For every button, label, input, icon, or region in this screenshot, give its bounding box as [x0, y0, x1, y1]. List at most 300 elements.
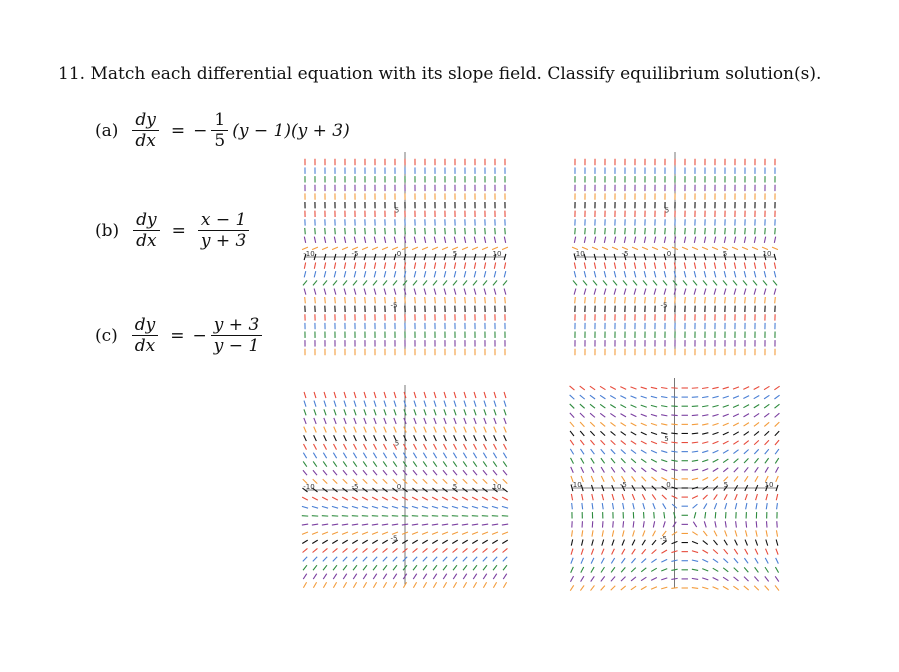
slope-segment — [382, 497, 388, 500]
slope-segment — [333, 557, 337, 562]
slope-segment — [353, 280, 357, 285]
slope-segment — [483, 565, 487, 570]
slope-segment — [353, 574, 357, 579]
rhs-denominator: y − 1 — [213, 336, 260, 356]
slope-segment — [734, 577, 739, 581]
slope-segment — [733, 423, 739, 426]
slope-segment — [574, 237, 575, 243]
slope-segment — [473, 479, 478, 483]
slope-segment — [452, 532, 458, 534]
slope-segment — [455, 297, 456, 303]
slope-segment — [653, 531, 656, 537]
slope-segment — [694, 263, 695, 269]
slope-segment — [611, 558, 614, 563]
slope-segment — [744, 237, 745, 243]
slope-segment — [462, 524, 468, 525]
slope-segment — [611, 458, 615, 463]
rhs-numerator: 1 — [214, 110, 226, 130]
slope-segment — [503, 574, 507, 579]
slope-segment — [702, 559, 708, 562]
slope-segment — [474, 444, 477, 450]
slope-segment — [494, 271, 496, 277]
slope-segment — [434, 418, 436, 424]
slope-segment — [472, 506, 478, 508]
slope-segment — [394, 427, 397, 433]
slope-segment — [342, 497, 348, 500]
slope-segment — [693, 280, 697, 285]
slope-segment — [324, 427, 327, 433]
slope-segment — [671, 451, 677, 452]
slope-segment — [694, 237, 695, 243]
slope-segment — [631, 432, 637, 435]
problem-number: 11. — [58, 64, 86, 84]
slope-segment — [453, 565, 457, 570]
slope-segment — [493, 461, 497, 466]
slope-segment — [663, 280, 667, 285]
slope-segment — [504, 288, 506, 294]
slope-segment — [304, 271, 306, 277]
slope-segment — [414, 392, 416, 398]
slope-segment — [362, 247, 368, 250]
slope-segment — [713, 550, 718, 554]
slope-segment — [444, 237, 445, 243]
slope-segment — [662, 550, 668, 553]
slope-segment — [651, 414, 657, 416]
slope-segment — [373, 557, 377, 562]
slope-segment — [755, 567, 759, 572]
slope-segment — [594, 263, 595, 269]
slope-segment — [342, 532, 348, 534]
slope-segment — [693, 504, 698, 508]
slope-segment — [631, 450, 636, 454]
slope-segment — [473, 582, 476, 588]
slope-segment — [744, 467, 748, 472]
slope-segment — [333, 574, 337, 579]
slope-segment — [434, 392, 436, 398]
slope-segment — [634, 288, 636, 294]
slope-segment — [580, 449, 584, 454]
slope-segment — [302, 506, 308, 508]
slope-segment — [503, 479, 508, 483]
slope-segment — [344, 444, 347, 450]
slope-segment — [594, 288, 596, 294]
slope-segment — [591, 549, 593, 555]
slope-field-svg — [305, 385, 505, 585]
slope-segment — [463, 548, 468, 552]
slope-segment — [744, 432, 749, 436]
slope-segment — [442, 524, 448, 525]
slope-segment — [324, 444, 327, 450]
slope-segment — [661, 477, 667, 480]
slope-segment — [575, 228, 576, 234]
slope-segment — [444, 418, 446, 424]
lhs-numerator: dy — [134, 315, 156, 335]
slope-segment — [714, 263, 715, 269]
slope-segment — [601, 476, 604, 482]
slope-segment — [625, 297, 626, 303]
slope-segment — [422, 497, 428, 500]
slope-segment — [472, 247, 478, 250]
slope-segment — [570, 422, 574, 427]
slope-segment — [610, 386, 616, 389]
slope-segment — [363, 453, 366, 458]
slope-segment — [383, 453, 386, 458]
slope-segment — [775, 297, 776, 303]
slope-segment — [581, 567, 584, 573]
rhs-numerator: x − 1 — [200, 210, 247, 230]
slope-segment — [494, 237, 495, 243]
slope-segment — [612, 549, 615, 555]
slope-segment — [635, 228, 636, 234]
slope-segment — [654, 237, 655, 243]
slope-segment — [714, 531, 717, 537]
slope-segment — [444, 444, 447, 450]
slope-segment — [581, 549, 583, 555]
equals-sign: = — [170, 120, 186, 141]
slope-segment — [303, 548, 308, 552]
slope-segment — [773, 280, 777, 285]
slope-segment — [692, 424, 698, 425]
slope-segment — [570, 395, 575, 399]
slope-segment — [642, 247, 648, 250]
slope-segment — [423, 557, 427, 562]
slope-segment — [392, 524, 398, 525]
tick-label: 0 — [666, 250, 672, 258]
slope-segment — [654, 288, 656, 294]
slope-segment — [452, 524, 458, 525]
slope-segment — [332, 540, 337, 543]
slope-segment — [374, 418, 376, 424]
slope-segment — [492, 524, 498, 525]
slope-segment — [734, 459, 739, 463]
slope-segment — [624, 237, 625, 243]
slope-segment — [590, 413, 595, 417]
slope-segment — [424, 392, 426, 398]
slope-segment — [641, 586, 647, 589]
slope-segment — [602, 530, 603, 536]
slope-segment — [374, 288, 376, 294]
slope-segment — [631, 423, 637, 426]
slope-segment — [314, 409, 316, 415]
slope-segment — [364, 392, 366, 398]
slope-segment — [442, 247, 448, 250]
slope-segment — [493, 565, 497, 570]
slope-segment — [651, 459, 657, 462]
slope-segment — [692, 551, 698, 553]
slope-field-top-left — [305, 152, 505, 352]
slope-segment — [651, 450, 657, 453]
slope-segment — [444, 271, 446, 277]
slope-segment — [304, 435, 307, 441]
slope-segment — [723, 468, 728, 472]
slope-segment — [624, 263, 625, 269]
slope-segment — [323, 280, 327, 285]
slope-segment — [754, 237, 755, 243]
slope-segment — [775, 567, 778, 573]
slope-segment — [765, 440, 769, 445]
slope-segment — [343, 470, 347, 475]
tick-label: -5 — [351, 483, 359, 491]
slope-segment — [484, 409, 486, 415]
slope-segment — [343, 461, 347, 466]
slope-segment — [314, 263, 315, 269]
slope-segment — [462, 497, 468, 500]
slope-segment — [674, 237, 675, 243]
slope-segment — [704, 503, 707, 509]
slope-segment — [724, 540, 727, 545]
slope-segment — [765, 297, 766, 303]
slope-segment — [394, 288, 396, 294]
slope-segment — [651, 477, 656, 481]
slope-segment — [473, 280, 477, 285]
slope-segment — [732, 247, 738, 250]
slope-segment — [725, 503, 727, 509]
slope-segment — [393, 582, 396, 588]
slope-segment — [733, 414, 739, 417]
slope-segment — [602, 494, 604, 500]
slope-segment — [363, 470, 367, 475]
slope-segment — [343, 574, 347, 579]
slope-segment — [364, 271, 366, 277]
slope-segment — [774, 386, 779, 390]
slope-segment — [615, 297, 616, 303]
slope-segment — [600, 386, 605, 389]
slope-segment — [591, 476, 594, 482]
slope-segment — [745, 540, 747, 546]
slope-segment — [302, 497, 308, 500]
slope-segment — [362, 524, 368, 525]
slope-segment — [643, 503, 645, 509]
slope-segment — [590, 404, 595, 408]
slope-segment — [354, 435, 357, 441]
slope-segment — [494, 444, 497, 450]
slope-segment — [372, 532, 378, 534]
slope-segment — [313, 453, 316, 458]
slope-segment — [674, 263, 675, 269]
slope-segment — [571, 458, 574, 464]
tick-label: 10 — [762, 250, 772, 258]
slope-segment — [754, 422, 759, 426]
slope-segment — [635, 297, 636, 303]
slope-segment — [463, 453, 466, 458]
slope-segment — [651, 396, 657, 398]
slope-field-svg — [305, 152, 505, 352]
slope-segment — [743, 414, 749, 417]
slope-segment — [755, 476, 758, 482]
slope-segment — [703, 550, 709, 553]
lhs-denominator: dx — [136, 231, 157, 251]
slope-segment — [364, 409, 366, 415]
slope-segment — [324, 288, 326, 294]
slope-segment — [494, 435, 497, 441]
slope-segment — [601, 467, 604, 472]
slope-segment — [713, 578, 719, 581]
slope-segment — [374, 444, 377, 450]
slope-segment — [692, 588, 698, 589]
slope-segment — [485, 228, 486, 234]
slope-segment — [323, 582, 326, 588]
slope-segment — [364, 237, 365, 243]
slope-segment — [333, 470, 337, 475]
slope-segment — [714, 494, 718, 499]
slope-segment — [442, 540, 447, 543]
slope-segment — [723, 414, 729, 416]
slope-segment — [363, 280, 367, 285]
slope-segment — [580, 585, 584, 590]
slope-segment — [702, 424, 708, 425]
slope-segment — [723, 441, 729, 444]
slope-segment — [493, 453, 496, 458]
slope-segment — [614, 263, 615, 269]
equation-c — [95, 315, 266, 356]
slope-segment — [591, 585, 595, 590]
slope-segment — [454, 392, 456, 398]
slope-segment — [692, 433, 698, 434]
slope-segment — [713, 587, 719, 590]
slope-segment — [734, 468, 738, 473]
slope-segment — [335, 228, 336, 234]
slope-segment — [423, 470, 427, 475]
slope-segment — [393, 565, 397, 570]
slope-segment — [655, 297, 656, 303]
slope-segment — [694, 271, 696, 277]
slope-segment — [661, 406, 667, 407]
slope-segment — [723, 405, 729, 407]
slope-segment — [344, 237, 345, 243]
slope-segment — [671, 388, 677, 389]
slope-segment — [424, 435, 427, 441]
slope-segment — [313, 280, 317, 285]
slope-segment — [304, 288, 306, 294]
slope-segment — [304, 237, 305, 243]
slope-segment — [364, 418, 366, 424]
slope-segment — [702, 397, 708, 398]
slope-segment — [353, 582, 356, 588]
slope-segment — [752, 247, 758, 250]
slope-segment — [692, 397, 698, 398]
slope-segment — [744, 263, 745, 269]
slope-segment — [595, 297, 596, 303]
slope-segment — [765, 567, 768, 572]
slope-segment — [644, 237, 645, 243]
slope-segment — [754, 395, 760, 398]
slope-segment — [422, 247, 428, 250]
slope-segment — [493, 470, 497, 475]
slope-segment — [383, 565, 387, 570]
slope-segment — [621, 577, 626, 581]
slope-segment — [384, 263, 385, 269]
slope-segment — [685, 297, 686, 303]
slope-segment — [633, 503, 634, 509]
slope-segment — [764, 422, 769, 426]
slope-segment — [632, 476, 636, 481]
slope-segment — [705, 297, 706, 303]
slope-segment — [775, 449, 779, 454]
slope-segment — [611, 577, 615, 582]
slope-segment — [744, 423, 749, 426]
slope-segment — [592, 539, 594, 545]
slope-segment — [413, 461, 417, 466]
slope-segment — [474, 237, 475, 243]
slope-segment — [724, 263, 725, 269]
tick-label: -10 — [303, 250, 315, 258]
slope-segment — [612, 530, 613, 536]
slope-segment — [463, 574, 467, 579]
slope-segment — [445, 228, 446, 234]
slope-segment — [671, 442, 677, 443]
slope-segment — [675, 297, 676, 303]
slope-segment — [764, 404, 769, 408]
slope-segment — [424, 444, 427, 450]
slope-segment — [483, 479, 488, 483]
slope-segment — [611, 449, 615, 454]
slope-segment — [495, 297, 496, 303]
slope-segment — [712, 414, 718, 416]
slope-segment — [434, 263, 435, 269]
slope-segment — [493, 574, 497, 579]
slope-segment — [424, 263, 425, 269]
slope-segment — [414, 409, 416, 415]
slope-segment — [364, 401, 366, 407]
slope-segment — [621, 586, 626, 590]
slope-segment — [505, 228, 506, 234]
slope-segment — [600, 431, 605, 435]
slope-segment — [733, 450, 738, 454]
slope-segment — [723, 387, 729, 389]
slope-segment — [765, 576, 769, 581]
slope-segment — [766, 494, 768, 500]
slope-segment — [574, 263, 575, 269]
slope-segment — [463, 470, 467, 475]
slope-segment — [503, 453, 506, 458]
slope-segment — [776, 558, 779, 564]
slope-segment — [343, 453, 346, 458]
slope-segment — [384, 427, 387, 433]
slope-segment — [621, 467, 625, 472]
slope-segment — [394, 263, 395, 269]
slope-segment — [725, 228, 726, 234]
slope-segment — [453, 470, 457, 475]
slope-segment — [443, 574, 447, 579]
slope-segment — [694, 288, 696, 294]
slope-segment — [776, 476, 779, 482]
slope-segment — [580, 404, 585, 408]
slope-segment — [503, 470, 507, 475]
slope-segment — [394, 418, 396, 424]
slope-segment — [755, 558, 758, 563]
slope-segment — [373, 280, 377, 285]
slope-segment — [620, 396, 626, 399]
slope-segment — [702, 406, 708, 407]
slope-segment — [484, 263, 485, 269]
slope-segment — [413, 582, 416, 588]
slope-segment — [671, 424, 677, 425]
equation-b — [95, 210, 253, 251]
slope-segment — [342, 506, 348, 508]
slope-segment — [754, 413, 759, 417]
slope-segment — [675, 228, 676, 234]
slope-segment — [343, 582, 346, 588]
slope-segment — [671, 406, 677, 407]
slope-segment — [734, 476, 738, 481]
slope-field-svg — [572, 378, 777, 588]
slope-segment — [494, 409, 496, 415]
slope-segment — [591, 458, 594, 463]
slope-segment — [494, 392, 496, 398]
slope-segment — [754, 458, 758, 463]
slope-segment — [322, 247, 328, 250]
slope-segment — [453, 582, 456, 588]
